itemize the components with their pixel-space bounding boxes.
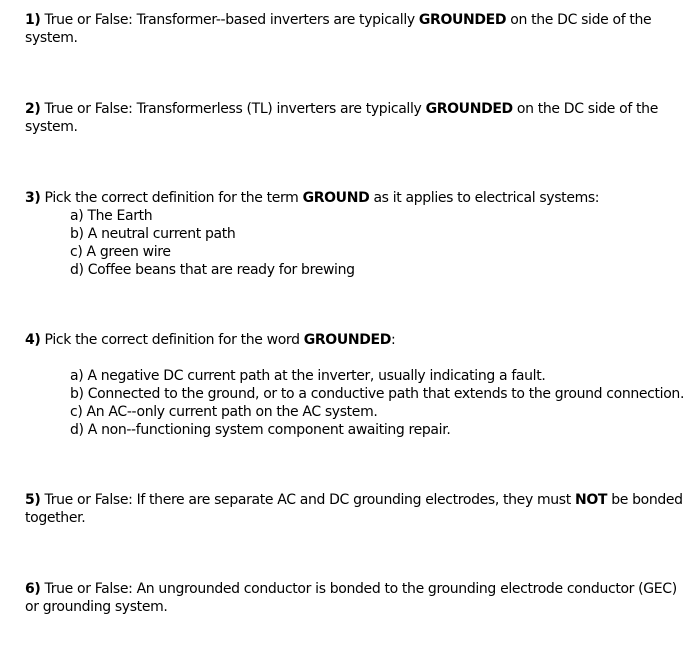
- question-4-text: [25, 331, 685, 349]
- question-3-option-b: b) A neutral current path: [70, 226, 236, 242]
- question-4-option-a: a) A negative DC current path at the inverter, usually indicating a fault.: [70, 368, 546, 384]
- question-1-text: [25, 11, 685, 47]
- question-5-text-before: True or False: If there are separate AC and DC grounding electrodes, they must: [40, 492, 575, 508]
- question-1-text-before: True or False: Transformer--based inverters are typically: [40, 12, 419, 28]
- question-2-text-before: True or False: Transformerless (TL) inverters are typically: [40, 101, 426, 117]
- question-2-text: [25, 100, 685, 136]
- question-4-text-before: Pick the correct definition for the word: [40, 332, 304, 348]
- question-1: [25, 11, 685, 47]
- question-2-keyword: GROUNDED: [425, 101, 513, 117]
- question-1-number: 1): [25, 12, 41, 28]
- question-1-keyword: GROUNDED: [418, 12, 507, 28]
- question-6-text-before: True or False: An ungrounded conductor is bonded to the grounding electrode conductor (GEC) or grounding system.: [25, 581, 677, 615]
- question-3-text: [25, 189, 685, 207]
- question-3-number: 3): [25, 190, 41, 206]
- question-3-keyword: GROUND: [302, 190, 370, 206]
- question-3-text-after: as it applies to electrical systems:: [369, 190, 600, 206]
- question-6-text: [25, 580, 685, 616]
- question-2-number: 2): [25, 101, 41, 117]
- question-5-text-after: be bonded together.: [25, 492, 683, 526]
- question-4: [25, 331, 685, 439]
- question-5: [25, 491, 685, 527]
- question-3: [25, 189, 685, 279]
- question-5-keyword: NOT: [574, 492, 608, 508]
- question-4-option-b: b) Connected to the ground, or to a conductive path that extends to the ground connection.: [70, 386, 685, 402]
- question-5-number: 5): [25, 492, 41, 508]
- question-3-option-a: a) The Earth: [70, 208, 153, 224]
- question-4-options: [25, 367, 685, 439]
- question-3-option-d: d) Coffee beans that are ready for brewing: [70, 262, 355, 278]
- question-6-number: 6): [25, 581, 41, 597]
- question-3-options: [25, 207, 685, 279]
- question-1-text-after: on the DC side of the system.: [25, 12, 652, 46]
- question-6: [25, 580, 685, 616]
- question-2-text-after: on the DC side of the system.: [25, 101, 658, 135]
- question-4-option-c: c) An AC--only current path on the AC system.: [70, 404, 378, 420]
- question-4-option-d: d) A non--functioning system component awaiting repair.: [70, 422, 451, 438]
- question-5-text: [25, 491, 685, 527]
- question-2: [25, 100, 685, 136]
- question-4-number: 4): [25, 332, 41, 348]
- question-4-text-after: :: [390, 332, 396, 348]
- question-3-option-c: c) A green wire: [70, 244, 171, 260]
- question-3-text-before: Pick the correct definition for the term: [40, 190, 303, 206]
- question-4-keyword: GROUNDED: [303, 332, 391, 348]
